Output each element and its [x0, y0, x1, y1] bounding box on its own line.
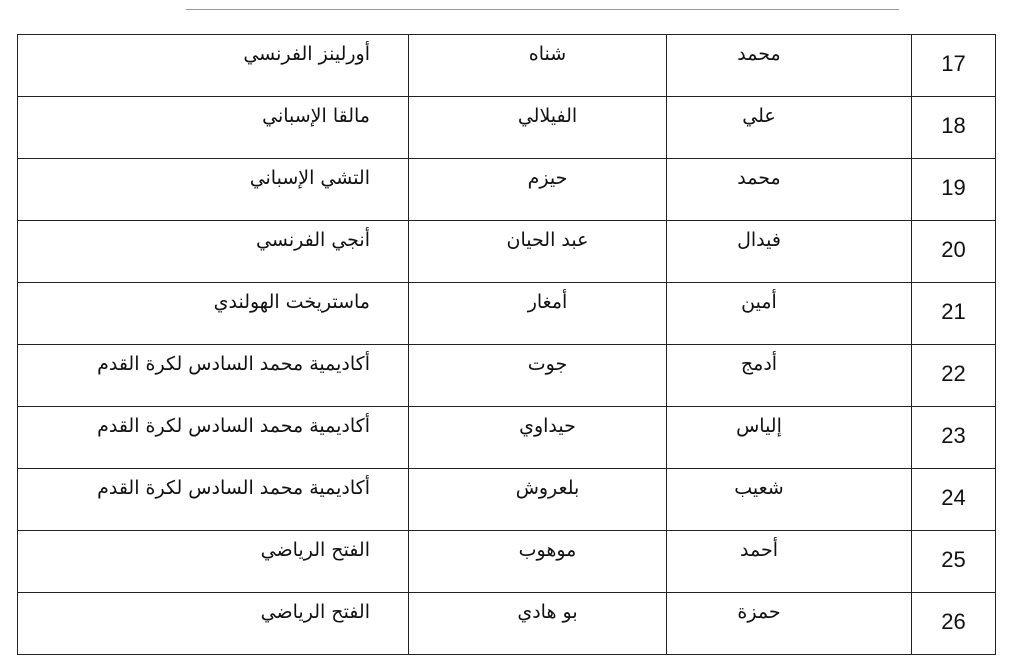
- club-cell: [18, 469, 409, 531]
- row-number: 25: [941, 547, 966, 572]
- last-name-cell: [409, 221, 667, 283]
- player-first-name: أمين: [741, 291, 777, 313]
- club-name: ماستريخت الهولندي: [213, 291, 370, 313]
- table-row: [18, 221, 996, 283]
- player-first-name: شعيب: [734, 477, 784, 499]
- club-cell: [18, 159, 409, 221]
- last-name-cell: [409, 593, 667, 655]
- table-row: [18, 345, 996, 407]
- first-name-cell: [667, 593, 912, 655]
- first-name-cell: [667, 97, 912, 159]
- top-divider-line: [186, 9, 899, 10]
- table-row: [18, 407, 996, 469]
- number-cell: [912, 283, 996, 345]
- number-cell: [912, 35, 996, 97]
- row-number: 24: [941, 485, 966, 510]
- table-row: [18, 593, 996, 655]
- first-name-cell: [667, 469, 912, 531]
- player-first-name: فيدال: [737, 229, 781, 251]
- last-name-cell: [409, 283, 667, 345]
- club-name: مالقا الإسباني: [262, 105, 370, 127]
- row-number: 23: [941, 423, 966, 448]
- table-row: [18, 283, 996, 345]
- table-row: [18, 159, 996, 221]
- last-name-cell: [409, 97, 667, 159]
- club-name: الفتح الرياضي: [260, 601, 370, 623]
- club-name: التشي الإسباني: [249, 167, 370, 189]
- last-name-cell: [409, 469, 667, 531]
- club-name: أورلينز الفرنسي: [243, 43, 370, 65]
- player-first-name: أحمد: [740, 539, 778, 561]
- player-last-name: بلعروش: [515, 477, 580, 499]
- player-first-name: محمد: [737, 167, 781, 189]
- number-cell: [912, 593, 996, 655]
- first-name-cell: [667, 221, 912, 283]
- first-name-cell: [667, 345, 912, 407]
- player-last-name: شناه: [528, 43, 567, 65]
- player-last-name: حيزم: [527, 167, 568, 189]
- first-name-cell: [667, 407, 912, 469]
- last-name-cell: [409, 531, 667, 593]
- first-name-cell: [667, 35, 912, 97]
- number-cell: [912, 345, 996, 407]
- first-name-cell: [667, 159, 912, 221]
- player-first-name: محمد: [737, 43, 781, 65]
- row-number: 26: [941, 609, 966, 634]
- table-row: [18, 469, 996, 531]
- table-row: [18, 97, 996, 159]
- last-name-cell: [409, 159, 667, 221]
- row-number: 21: [941, 299, 966, 324]
- player-last-name: موهوب: [518, 539, 577, 561]
- player-last-name: بو هادي: [517, 601, 578, 623]
- row-number: 20: [941, 237, 966, 262]
- first-name-cell: [667, 283, 912, 345]
- first-name-cell: [667, 531, 912, 593]
- club-cell: [18, 593, 409, 655]
- club-cell: [18, 345, 409, 407]
- roster-body: [18, 35, 996, 655]
- table-row: [18, 35, 996, 97]
- row-number: 19: [941, 175, 966, 200]
- last-name-cell: [409, 407, 667, 469]
- table-row: [18, 531, 996, 593]
- last-name-cell: [409, 345, 667, 407]
- club-cell: [18, 97, 409, 159]
- number-cell: [912, 531, 996, 593]
- club-name: أكاديمية محمد السادس لكرة القدم: [97, 477, 370, 499]
- player-last-name: عبد الحيان: [506, 229, 589, 251]
- last-name-cell: [409, 35, 667, 97]
- row-number: 17: [941, 51, 966, 76]
- number-cell: [912, 159, 996, 221]
- number-cell: [912, 469, 996, 531]
- player-first-name: إلياس: [736, 415, 782, 437]
- club-cell: [18, 35, 409, 97]
- player-first-name: أدمج: [740, 353, 778, 375]
- number-cell: [912, 221, 996, 283]
- club-name: الفتح الرياضي: [260, 539, 370, 561]
- row-number: 18: [941, 113, 966, 138]
- number-cell: [912, 97, 996, 159]
- player-roster-table: [17, 34, 996, 655]
- club-name: أكاديمية محمد السادس لكرة القدم: [97, 415, 370, 437]
- row-number: 22: [941, 361, 966, 386]
- club-cell: [18, 407, 409, 469]
- number-cell: [912, 407, 996, 469]
- club-name: أكاديمية محمد السادس لكرة القدم: [97, 353, 370, 375]
- player-first-name: علي: [742, 105, 776, 127]
- player-last-name: الفيلالي: [517, 105, 578, 127]
- player-last-name: حيداوي: [519, 415, 576, 437]
- player-last-name: جوت: [527, 353, 568, 375]
- club-cell: [18, 221, 409, 283]
- club-cell: [18, 283, 409, 345]
- club-name: أنجي الفرنسي: [256, 229, 370, 251]
- player-first-name: حمزة: [737, 601, 781, 623]
- player-last-name: أمغار: [527, 291, 568, 313]
- club-cell: [18, 531, 409, 593]
